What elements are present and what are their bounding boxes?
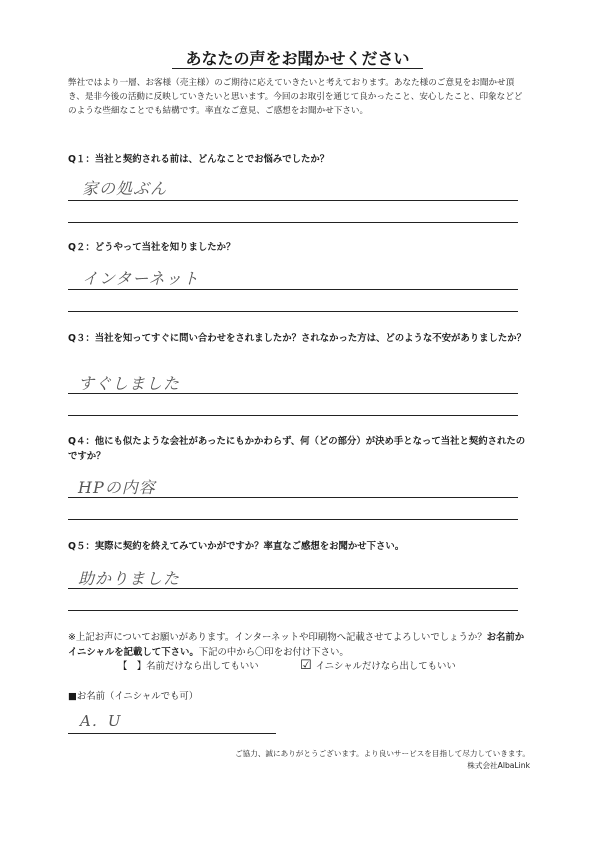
footer-thanks: ご協力、誠にありがとうございます。より良いサービスを目指して尽力していきます。 [235,749,530,758]
footer [68,748,530,772]
answer-line [68,200,518,201]
question-3: Q３：当社を知ってすぐに問い合わせをされましたか？されなかった方は、どのような不安がありましたか？ [68,333,526,344]
answer-5: 助かりました [78,569,181,588]
choice-name-ok[interactable] [118,658,259,672]
answer-line [68,289,518,290]
answer-4: HPの内容 [78,478,156,497]
choice-bracket: 【 】 [118,661,147,672]
intro-text: 弊社ではより一層、お客様（売主様）のご期待に応えていきたいと考えております。あなた様のご意見をお聞かせ頂き、是非今後の活動に反映していきたいと思います。今回のお取引を通じて良かったこと、安心したこと、印象などどのような些細なことでも結構です。率直なご意見、ご感想をお聞かせ下さい。 [68,78,523,116]
question-5: Q５：実際に契約を終えてみていかがですか？率直なご感想をお聞かせ下さい。 [68,541,405,552]
name-label: ■お名前（イニシャルでも可） [68,691,199,702]
choice-initial-ok[interactable] [300,658,456,673]
answer-2: インターネット [82,269,200,288]
answer-line [68,497,518,498]
choice-initial-ok-label: イニシャルだけなら出してもいい [315,661,456,672]
note-text-2: 下記の中から〇印をお付け下さい。 [198,647,349,658]
answer-line [68,519,518,520]
page-title: あなたの声をお聞かせください [185,49,410,68]
title-underline [172,68,423,69]
question-1: Q１：当社と契約される前は、どんなことでお悩みでしたか？ [68,154,330,165]
publication-note [68,630,530,660]
answer-3: すぐしました [78,374,181,393]
question-4: Q４：他にも似たような会社があったにもかかわらず、何（どの部分）が決め手となって当社と契約されたのですか？ [68,436,526,462]
choice-name-ok-label: 名前だけなら出してもいい [146,661,259,672]
name-value: A．U [80,712,122,730]
answer-line [68,311,518,312]
answer-line [68,415,518,416]
name-line [68,733,276,734]
answer-1: 家の処ぶん [82,179,168,198]
question-2: Q２：どうやって当社を知りましたか？ [68,242,236,253]
checked-mark-icon: ☑ [300,658,312,673]
answer-line [68,393,518,394]
footer-company: 株式会社AlbaLink [467,761,530,770]
answer-line [68,610,518,611]
answer-line [68,588,518,589]
note-bold-text: お名前かイニシャルを記載して下さい。 [68,632,525,658]
answer-line [68,222,518,223]
note-text: ※上記お声についてお願いがあります。インターネットや印刷物へ記載させてよろしいでしょうか？ [68,632,487,643]
